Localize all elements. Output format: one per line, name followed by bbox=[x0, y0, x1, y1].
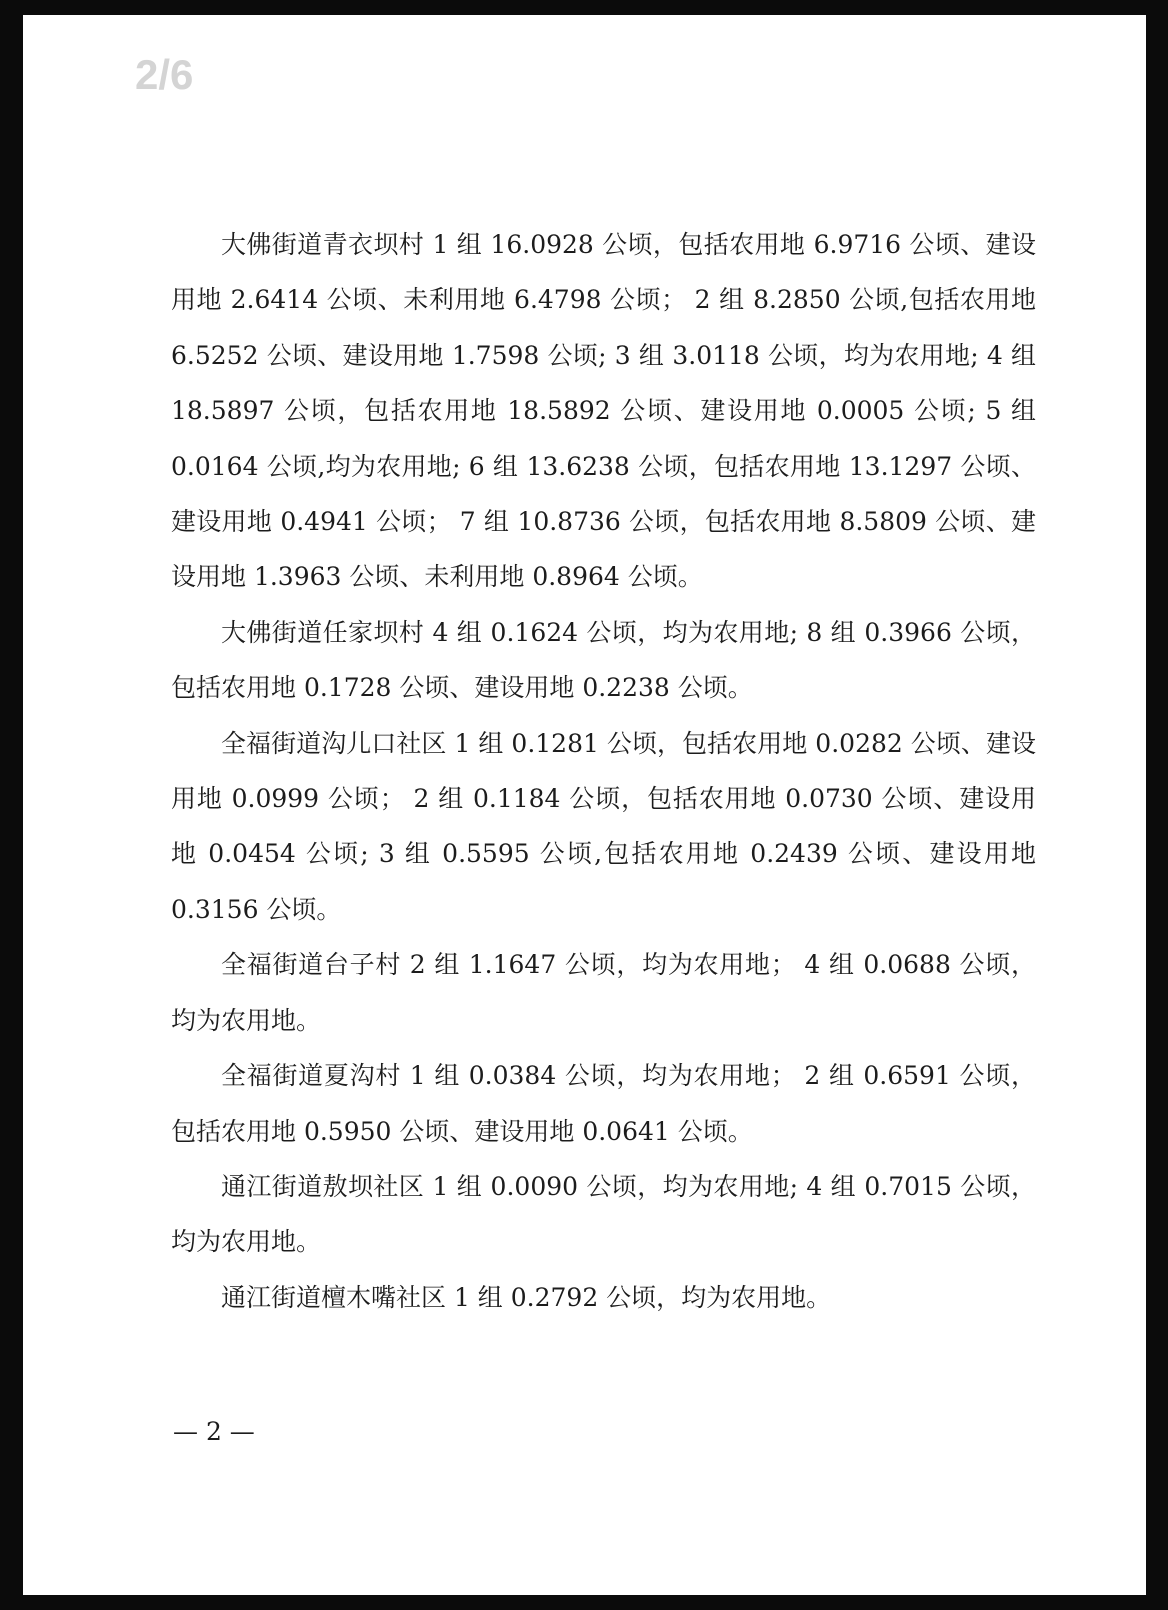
page-indicator: 2/6 bbox=[135, 51, 194, 98]
paragraph-aoba: 通江街道敖坝社区 1 组 0.0090 公顷，均为农用地; 4 组 0.7015 公顷，均为农用地。 bbox=[171, 1171, 1036, 1257]
paragraph-taizi: 全福街道台子村 2 组 1.1647 公顷，均为农用地； 4 组 0.0688 公顷，均为农用地。 bbox=[171, 950, 1036, 1035]
paragraph-tanmuzui: 通江街道檀木嘴社区 1 组 0.2792 公顷，均为农用地。 bbox=[221, 1282, 832, 1312]
paragraph-xiagou: 全福街道夏沟村 1 组 0.0384 公顷，均为农用地； 2 组 0.6591 公顷，包括农用地 0.5950 公顷、建设用地 0.0641 公顷。 bbox=[171, 1061, 1036, 1146]
paragraph-gouerkou: 全福街道沟儿口社区 1 组 0.1281 公顷，包括农用地 0.0282 公顷、建设用地 0.0999 公顷； 2 组 0.1184 公顷，包括农用地 0.0730 公顷、建设用地 0.0454 公顷; 3 组 0.5595 公顷,包括农用地 0.2439 公顷、建设用地 0.3156 公顷。 bbox=[171, 728, 1036, 924]
paragraph-qingyiba: 大佛街道青衣坝村 1 组 16.0928 公顷，包括农用地 6.9716 公顷、建设用地 2.6414 公顷、未利用地 6.4798 公顷； 2 组 8.2850 公顷,包括农用地 6.5252 公顷、建设用地 1.7598 公顷; 3 组 3.0118 公顷，均为农用地; 4 组 18.5897 公顷，包括农用地 18.5892 公顷、建设用地 0.0005 公顷; 5 组 0.0164 公顷,均为农用地; 6 组 13.6238 公顷，包括农用地 13.1297 公顷、建设用地 0.4941 公顷； 7 组 10.8736 公顷，包括农用地 8.5809 公顷、建设用地 1.3963 公顷、未利用地 0.8964 公顷。 bbox=[171, 230, 1036, 592]
page-number-footer: — 2 — bbox=[173, 1417, 255, 1446]
document-body bbox=[171, 217, 1036, 1325]
paragraph-renjiaba: 大佛街道任家坝村 4 组 0.1624 公顷，均为农用地; 8 组 0.3966 公顷，包括农用地 0.1728 公顷、建设用地 0.2238 公顷。 bbox=[171, 617, 1036, 703]
document-page bbox=[23, 15, 1146, 1595]
